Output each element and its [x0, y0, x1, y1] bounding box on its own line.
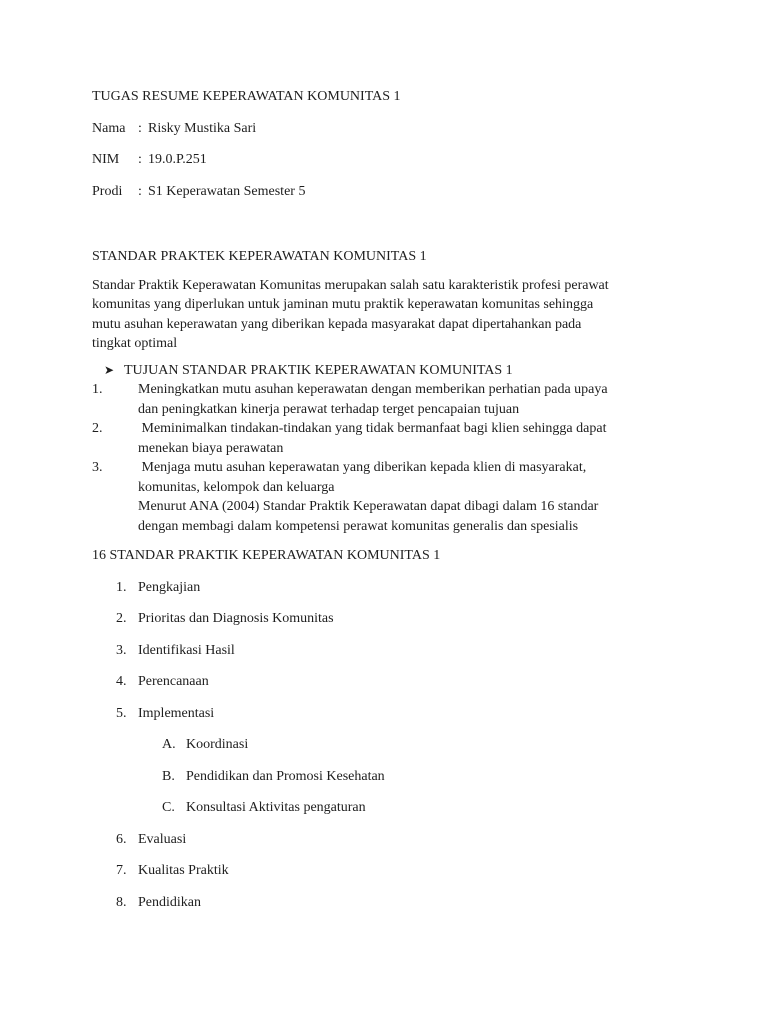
- field-prodi: [92, 182, 676, 202]
- sub-list-item-label: Koordinasi: [186, 737, 249, 752]
- list-item-number: 2.: [92, 421, 103, 436]
- list-item-number: 4.: [116, 674, 127, 689]
- document-title: TUGAS RESUME KEPERAWATAN KOMUNITAS 1: [92, 89, 401, 104]
- list-item-label: Identifikasi Hasil: [138, 642, 235, 658]
- list-item-label: Kualitas Praktik: [138, 863, 229, 878]
- field-separator: :: [138, 152, 142, 167]
- paragraph-line: mutu asuhan keperawatan yang diberikan kepada masyarakat dapat dipertahankan pada: [92, 316, 582, 332]
- field-label: Nama: [92, 120, 126, 136]
- list-item-number: 8.: [116, 894, 127, 910]
- list-item-label: Perencanaan: [138, 674, 209, 689]
- list-item-label: Evaluasi: [138, 831, 187, 847]
- arrow-bullet-icon: ➤: [104, 362, 115, 377]
- field-value: 19.0.P.251: [148, 152, 207, 167]
- sub-list-item-letter: B.: [162, 768, 175, 784]
- field-value: Risky Mustika Sari: [148, 120, 257, 136]
- standar-list: [92, 578, 676, 913]
- note-line: dengan membagi dalam kompetensi perawat komunitas generalis dan spesialis: [138, 518, 579, 534]
- list-item: [92, 861, 676, 881]
- list-item-line: Menjaga mutu asuhan keperawatan yang diberikan kepada klien di masyarakat,: [138, 460, 587, 475]
- list-item-number: 1.: [92, 382, 103, 397]
- sub-list-item-letter: C.: [162, 800, 175, 815]
- list-item: [92, 578, 676, 598]
- ana-note: [138, 497, 676, 536]
- field-label: Prodi: [92, 183, 123, 199]
- list-item-line: menekan biaya perawatan: [138, 440, 284, 456]
- document-page: [92, 87, 676, 924]
- list-item-number: 5.: [116, 705, 127, 721]
- list-item-label: Prioritas dan Diagnosis Komunitas: [138, 611, 334, 626]
- paragraph-line: Standar Praktik Keperawatan Komunitas merupakan salah satu karakteristik profesi perawat: [92, 277, 609, 293]
- list-item-line: komunitas, kelompok dan keluarga: [138, 479, 335, 495]
- sub-list-item-label: Konsultasi Aktivitas pengaturan: [186, 800, 366, 815]
- field-nama: [92, 119, 676, 139]
- list-item-number: 3.: [116, 642, 127, 658]
- list-item-number: 3.: [92, 460, 103, 475]
- sub-list-item: [92, 735, 676, 755]
- sub-list-item-letter: A.: [162, 737, 176, 752]
- field-value: S1 Keperawatan Semester 5: [148, 183, 306, 199]
- sub-list-item: [92, 798, 676, 818]
- section-heading-16-standar: 16 STANDAR PRAKTIK KEPERAWATAN KOMUNITAS 1: [92, 548, 441, 563]
- paragraph-line: tingkat optimal: [92, 336, 178, 351]
- sub-list-item-label: Pendidikan dan Promosi Kesehatan: [186, 768, 385, 784]
- sub-list-item: [92, 767, 676, 787]
- field-nim: [92, 150, 676, 170]
- section-heading-standar: STANDAR PRAKTEK KEPERAWATAN KOMUNITAS 1: [92, 249, 427, 264]
- field-separator: :: [138, 183, 142, 199]
- list-item-number: 1.: [116, 579, 127, 595]
- field-separator: :: [138, 120, 142, 136]
- tujuan-list: [92, 380, 676, 536]
- list-item: [92, 458, 676, 497]
- section-heading-text: TUJUAN STANDAR PRAKTIK KEPERAWATAN KOMUNITAS 1: [124, 362, 513, 378]
- list-item: [92, 672, 676, 692]
- list-item: [92, 830, 676, 850]
- list-item-number: 6.: [116, 831, 127, 847]
- section-heading-tujuan: [92, 361, 676, 381]
- list-item-line: Meminimalkan tindakan-tindakan yang tidak bermanfaat bagi klien sehingga dapat: [138, 421, 607, 436]
- note-line: Menurut ANA (2004) Standar Praktik Keperawatan dapat dibagi dalam 16 standar: [138, 499, 599, 514]
- list-item-label: Pengkajian: [138, 579, 201, 595]
- list-item: [92, 609, 676, 629]
- list-item-line: dan peningkatkan kinerja perawat terhadap terget pencapaian tujuan: [138, 401, 520, 417]
- list-item-label: Pendidikan: [138, 894, 201, 910]
- list-item-label: Implementasi: [138, 705, 215, 721]
- list-item-line: Meningkatkan mutu asuhan keperawatan dengan memberikan perhatian pada upaya: [138, 382, 608, 397]
- list-item-number: 7.: [116, 863, 127, 878]
- list-item: [92, 893, 676, 913]
- list-item: [92, 380, 676, 419]
- paragraph-line: komunitas yang diperlukan untuk jaminan mutu praktik keperawatan komunitas sehingga: [92, 297, 594, 312]
- list-item: [92, 641, 676, 661]
- list-item: [92, 419, 676, 458]
- list-item: [92, 704, 676, 724]
- list-item-number: 2.: [116, 611, 127, 626]
- field-label: NIM: [92, 152, 120, 167]
